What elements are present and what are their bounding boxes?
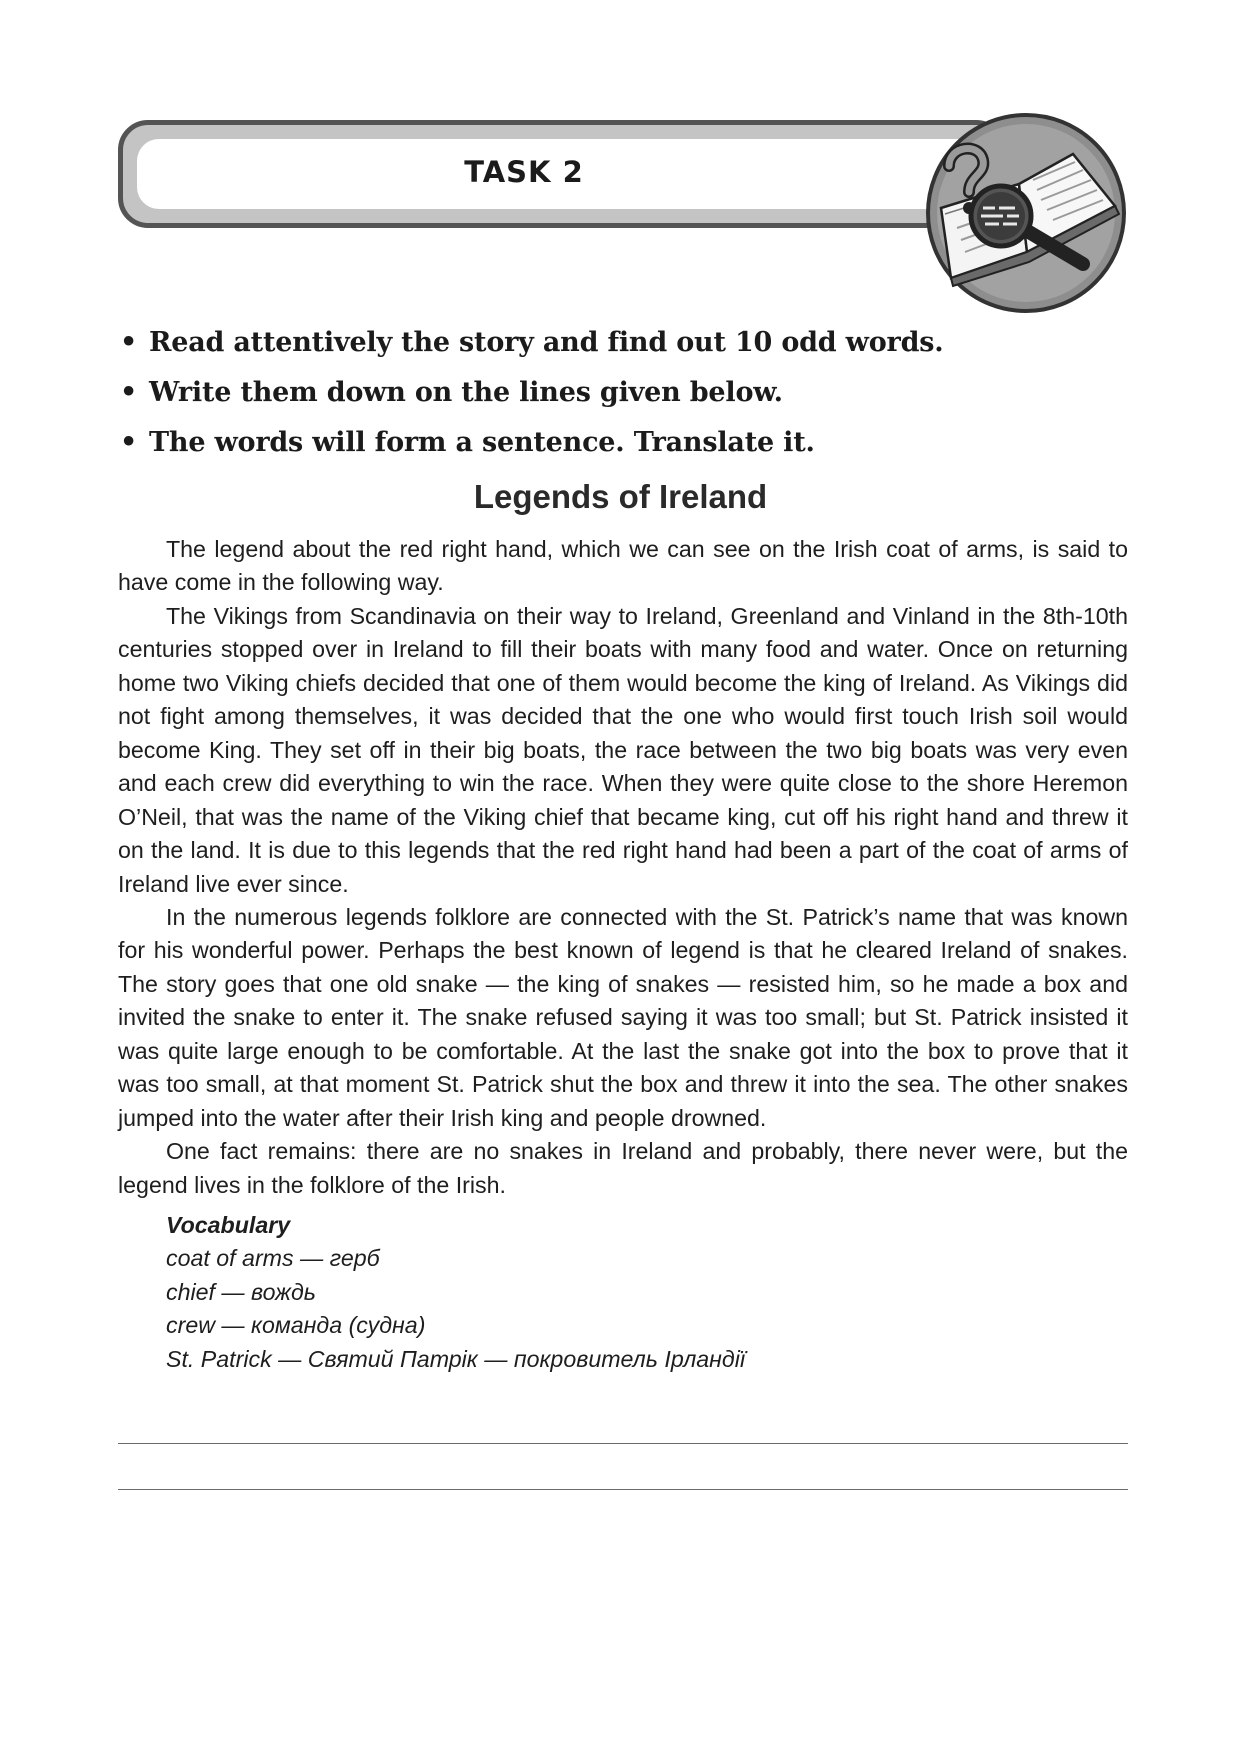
vocabulary-item: St. Patrick — Святий Патрік — покровитель Ірландії bbox=[166, 1345, 746, 1372]
story-title: Legends of Ireland bbox=[473, 478, 768, 515]
vocabulary-title: Vocabulary bbox=[166, 1212, 291, 1238]
story-paragraph: In the numerous legends folklore are connected with the St. Patrick’s name that was known for his wonderful power. Perhaps the best known of legend is that he cleared Ireland of snakes. The story goes that one old snake — the king of snakes — resisted him, so he made a box and invited the snake to enter it. The snake refused saying it was too small; but St. Patrick insisted it was quite large enough to be comfortable. At the last the snake got into the box to prove that it was too small, at that moment St. Patrick shut the box and threw it into the sea. The other snakes jumped into the water after their Irish king and people drowned. bbox=[118, 903, 1128, 1131]
task-title: TASK 2 bbox=[464, 155, 584, 189]
story-paragraph: The legend about the red right hand, which we can see on the Irish coat of arms, is said to have come in the following way. bbox=[118, 536, 1128, 596]
book-magnifier-question-icon bbox=[923, 110, 1129, 316]
answer-line[interactable] bbox=[118, 1443, 1128, 1444]
vocabulary-item: coat of arms — герб bbox=[166, 1245, 380, 1272]
vocabulary-item: chief — вождь bbox=[166, 1278, 316, 1305]
instructions-list bbox=[120, 318, 943, 468]
answer-line[interactable] bbox=[118, 1489, 1128, 1490]
story-body bbox=[118, 533, 1128, 1202]
bullet-icon: • bbox=[120, 327, 138, 358]
bullet-icon: • bbox=[120, 427, 138, 458]
vocabulary-section bbox=[166, 1209, 1066, 1376]
instruction-item: • The words will form a sentence. Translate it. bbox=[120, 418, 943, 468]
story-paragraph: The Vikings from Scandinavia on their way to Ireland, Greenland and Vinland in the 8th-10th centuries stopped over in Ireland to fill their boats with many food and water. Once on returning home two Viking chiefs decided that one of them would become the king of Ireland. As Vikings did not fight among themselves, it was decided that the one who would first touch Irish soil would become King. They set off in their big boats, the race between the two big boats was very even and each crew did everything to win the race. When they were quite close to the shore Heremon O’Neil, that was the name of the Viking chief that became king, cut off his right hand and threw it on the land. It is due to this legends that the red right hand had been a part of the coat of arms of Ireland live ever since. bbox=[118, 602, 1128, 897]
instruction-item: • Write them down on the lines given below. bbox=[120, 368, 943, 418]
instruction-item: • Read attentively the story and find out 10 odd words. bbox=[120, 318, 943, 368]
bullet-icon: • bbox=[120, 377, 138, 408]
story-paragraph: One fact remains: there are no snakes in Ireland and probably, there never were, but the legend lives in the folklore of the Irish. bbox=[118, 1138, 1128, 1198]
vocabulary-item: crew — команда (судна) bbox=[166, 1312, 426, 1339]
